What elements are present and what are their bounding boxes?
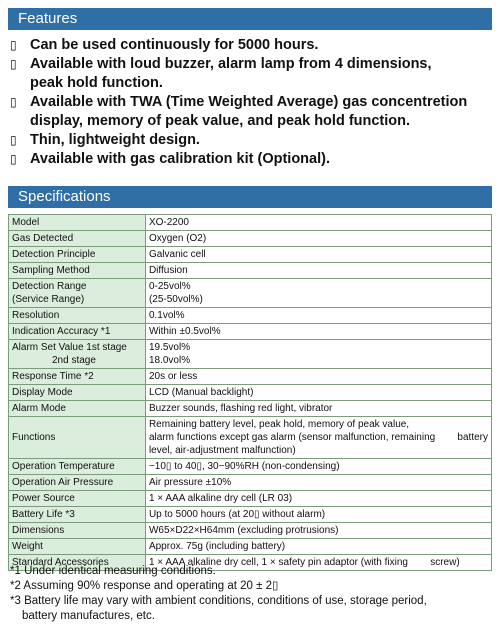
spec-value-line: Approx. 75g (including battery) xyxy=(148,541,286,552)
spec-value-line: Oxygen (O2) xyxy=(148,233,207,244)
spec-value xyxy=(145,308,491,324)
spec-label xyxy=(9,507,146,523)
footnotes xyxy=(10,564,494,624)
spec-label-line: Weight xyxy=(12,541,43,552)
spec-value xyxy=(145,475,491,491)
bullet-box-icon: ▯ xyxy=(10,152,17,166)
spec-value-line: LCD (Manual backlight) xyxy=(148,387,254,398)
spec-row xyxy=(9,231,492,247)
spec-value-line: 20s or less xyxy=(148,371,198,382)
spec-label-line: Battery Life *3 xyxy=(12,509,75,520)
spec-value xyxy=(145,215,491,231)
spec-label-line: Dimensions xyxy=(12,525,65,536)
spec-row xyxy=(9,459,492,475)
feature-item xyxy=(10,150,494,169)
spec-label xyxy=(9,491,146,507)
spec-label-line: Sampling Method xyxy=(12,265,90,276)
spec-value-line: (25-50vol%) xyxy=(148,294,203,305)
feature-text: Available with TWA (Time Weighted Average) gas concentretion xyxy=(30,94,468,110)
spec-value-line: Within ±0.5vol% xyxy=(148,326,221,337)
spec-value xyxy=(145,263,491,279)
feature-item xyxy=(10,36,494,55)
spec-label xyxy=(9,247,146,263)
footnote-text: battery manufactures, etc. xyxy=(22,610,155,622)
spec-value-line: 19.5vol% xyxy=(148,342,191,353)
specifications-heading: Specifications xyxy=(8,186,492,208)
spec-value xyxy=(145,401,491,417)
features-list xyxy=(10,36,494,169)
spec-row xyxy=(9,369,492,385)
spec-label-line: Detection Principle xyxy=(12,249,96,260)
spec-label xyxy=(9,340,146,369)
spec-label xyxy=(9,279,146,308)
spec-value-line: −10▯ to 40▯, 30−90%RH (non-condensing) xyxy=(148,461,340,472)
spec-label-line: Model xyxy=(12,217,40,228)
spec-row xyxy=(9,263,492,279)
spec-value xyxy=(145,385,491,401)
spec-value xyxy=(145,507,491,523)
spec-label xyxy=(9,369,146,385)
spec-label xyxy=(9,231,146,247)
spec-value-line: 1 × AAA alkaline dry cell, 1 × safety pin adaptor (with fixing screw) xyxy=(148,557,460,568)
spec-label-line: Display Mode xyxy=(12,387,73,398)
spec-value xyxy=(145,523,491,539)
spec-label xyxy=(9,401,146,417)
spec-row xyxy=(9,539,492,555)
spec-value-line: Diffusion xyxy=(148,265,188,276)
spec-value xyxy=(145,231,491,247)
spec-value-line: 18.0vol% xyxy=(148,355,191,366)
spec-label-line: 2nd stage xyxy=(52,355,96,366)
spec-label-line: Response Time *2 xyxy=(12,371,94,382)
feature-text: Thin, lightweight design. xyxy=(30,132,200,148)
spec-label-line: (Service Range) xyxy=(12,294,85,305)
spec-row xyxy=(9,324,492,340)
feature-text: Can be used continuously for 5000 hours. xyxy=(30,37,319,53)
spec-value-line: Air pressure ±10% xyxy=(148,477,232,488)
spec-value xyxy=(145,369,491,385)
spec-value-line: Buzzer sounds, flashing red light, vibrator xyxy=(148,403,333,414)
spec-row xyxy=(9,247,492,263)
spec-value-line: 1 × AAA alkaline dry cell (LR 03) xyxy=(148,493,293,504)
spec-value xyxy=(145,340,491,369)
spec-value-line: 0-25vol% xyxy=(148,281,191,292)
spec-value-line: Galvanic cell xyxy=(148,249,206,260)
spec-row xyxy=(9,491,492,507)
features-heading: Features xyxy=(8,8,492,30)
footnote-text: *3 Battery life may vary with ambient conditions, conditions of use, storage period, xyxy=(10,595,427,607)
spec-label xyxy=(9,308,146,324)
spec-label xyxy=(9,475,146,491)
feature-text: display, memory of peak value, and peak hold function. xyxy=(30,113,411,129)
spec-label-line: Operation Air Pressure xyxy=(12,477,114,488)
spec-value xyxy=(145,459,491,475)
spec-label xyxy=(9,459,146,475)
feature-text: Available with gas calibration kit (Optional). xyxy=(30,151,330,167)
specifications-table xyxy=(8,214,492,571)
spec-row xyxy=(9,215,492,231)
spec-value-line: Remaining battery level, peak hold, memory of peak value, xyxy=(148,419,410,430)
spec-value xyxy=(145,539,491,555)
spec-value-line: XO-2200 xyxy=(148,217,189,228)
spec-row xyxy=(9,279,492,308)
spec-row xyxy=(9,475,492,491)
spec-value xyxy=(145,247,491,263)
spec-value-line: Up to 5000 hours (at 20▯ without alarm) xyxy=(148,509,326,520)
spec-label xyxy=(9,263,146,279)
spec-value-line: W65×D22×H64mm (excluding protrusions) xyxy=(148,525,339,536)
spec-label-line: Indication Accuracy *1 xyxy=(12,326,111,337)
bullet-box-icon: ▯ xyxy=(10,57,17,71)
spec-label xyxy=(9,385,146,401)
spec-label-line: Alarm Set Value 1st stage xyxy=(12,342,127,353)
spec-label xyxy=(9,523,146,539)
spec-row xyxy=(9,507,492,523)
spec-label xyxy=(9,215,146,231)
spec-value-line: 0.1vol% xyxy=(148,310,185,321)
spec-value xyxy=(145,324,491,340)
footnote-text: *1 Under identical measuring conditions. xyxy=(10,565,216,577)
spec-label-line: Resolution xyxy=(12,310,60,321)
spec-value-line: alarm functions except gas alarm (sensor malfunction, remaining battery xyxy=(148,432,488,443)
spec-row xyxy=(9,340,492,369)
spec-row xyxy=(9,417,492,459)
bullet-box-icon: ▯ xyxy=(10,95,17,109)
spec-value xyxy=(145,417,491,459)
feature-item xyxy=(10,131,494,150)
feature-text: peak hold function. xyxy=(30,75,163,91)
spec-label-line: Gas Detected xyxy=(12,233,74,244)
spec-label-line: Functions xyxy=(12,432,56,443)
spec-row xyxy=(9,308,492,324)
bullet-box-icon: ▯ xyxy=(10,38,17,52)
feature-item xyxy=(10,55,494,93)
spec-label xyxy=(9,324,146,340)
spec-label-line: Power Source xyxy=(12,493,75,504)
footnote-text: *2 Assuming 90% response and operating at 20 ± 2▯ xyxy=(10,580,279,592)
spec-value xyxy=(145,491,491,507)
spec-value-line: level, air-adjustment malfunction) xyxy=(148,445,296,456)
feature-text: Available with loud buzzer, alarm lamp from 4 dimensions, xyxy=(30,56,432,72)
bullet-box-icon: ▯ xyxy=(10,133,17,147)
feature-item xyxy=(10,93,494,131)
spec-label-line: Standard Accessories xyxy=(12,557,109,568)
spec-row xyxy=(9,523,492,539)
spec-label-line: Alarm Mode xyxy=(12,403,66,414)
spec-label-line: Detection Range xyxy=(12,281,87,292)
spec-value xyxy=(145,279,491,308)
spec-row xyxy=(9,385,492,401)
spec-row xyxy=(9,401,492,417)
spec-label xyxy=(9,417,146,459)
spec-label xyxy=(9,539,146,555)
spec-label-line: Operation Temperature xyxy=(12,461,115,472)
